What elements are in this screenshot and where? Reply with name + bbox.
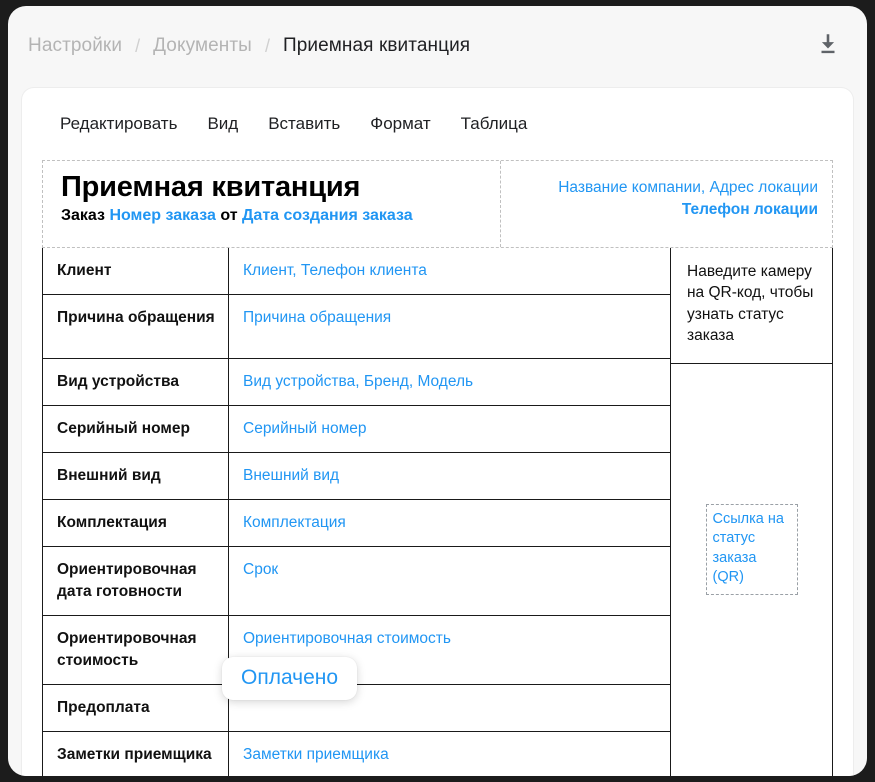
app-frame (8, 6, 867, 776)
row-value-serial-number[interactable]: Серийный номер (243, 420, 367, 437)
breadcrumb-separator: / (135, 35, 141, 56)
menu-item-format[interactable]: Формат (370, 114, 431, 133)
receipt-header-left (43, 161, 501, 247)
breadcrumb-item-documents[interactable]: Документы (153, 35, 252, 56)
row-value-appearance[interactable]: Внешний вид (243, 467, 340, 484)
menu-item-view[interactable]: Вид (207, 114, 239, 133)
row-label-device-type: Вид устройства (43, 359, 229, 405)
receipt-table-main-column (43, 248, 671, 776)
qr-slot (671, 364, 832, 777)
menu-item-table[interactable]: Таблица (460, 114, 528, 133)
row-label-appearance: Внешний вид (43, 453, 229, 499)
table-row (43, 547, 670, 616)
receipt-subtitle-prefix: Заказ (61, 207, 105, 225)
qr-link-placeholder[interactable]: Ссылка на статус заказа (QR) (706, 504, 798, 595)
company-info-placeholder[interactable]: Название компании, Адрес локации (558, 179, 818, 196)
table-row (43, 248, 670, 295)
table-row (43, 732, 670, 776)
receipt-subtitle (61, 207, 500, 225)
location-phone-placeholder[interactable]: Телефон локации (681, 201, 818, 219)
qr-instruction-text: Наведите камеру на QR-код, чтобы узнать статус заказа (671, 248, 832, 364)
table-row (43, 295, 670, 359)
row-value-reason[interactable]: Причина обращения (243, 309, 392, 326)
row-value-ready-date[interactable]: Срок (243, 561, 279, 578)
breadcrumb-separator: / (264, 35, 270, 56)
row-label-receiver-notes: Заметки приемщика (43, 732, 229, 776)
row-value-accessories[interactable]: Комплектация (243, 514, 346, 531)
receipt-table-qr-column (671, 248, 832, 776)
download-icon (815, 31, 841, 62)
row-label-serial-number: Серийный номер (43, 406, 229, 452)
breadcrumb-item-settings[interactable]: Настройки (28, 35, 123, 56)
row-value-device-type[interactable]: Вид устройства, Бренд, Модель (243, 373, 474, 390)
receipt-document (42, 160, 833, 776)
receipt-order-number-placeholder[interactable]: Номер заказа (109, 207, 216, 225)
row-label-client: Клиент (43, 248, 229, 294)
row-label-accessories: Комплектация (43, 500, 229, 546)
breadcrumb (8, 6, 867, 86)
receipt-title: Приемная квитанция (61, 171, 361, 203)
row-value-client[interactable]: Клиент, Телефон клиента (243, 262, 427, 279)
receipt-header (42, 160, 833, 248)
row-value-receiver-notes[interactable]: Заметки приемщика (243, 746, 389, 763)
document-menu-bar (22, 88, 853, 160)
row-value-estimated-cost[interactable]: Ориентировочная стоимость (243, 630, 451, 647)
row-label-reason: Причина обращения (43, 295, 229, 358)
row-label-ready-date: Ориентировочная дата готовности (43, 547, 229, 615)
row-label-estimated-cost: Ориентировочная стоимость (43, 616, 229, 684)
receipt-table (42, 248, 833, 776)
receipt-subtitle-middle: от (220, 207, 238, 225)
document-card (22, 88, 853, 776)
table-row (43, 359, 670, 406)
table-row (43, 453, 670, 500)
menu-item-edit[interactable]: Редактировать (60, 114, 178, 133)
prepayment-status-popup[interactable]: Оплачено (222, 657, 357, 700)
breadcrumb-item-current: Приемная квитанция (282, 35, 471, 56)
menu-item-insert[interactable]: Вставить (268, 114, 341, 133)
row-label-prepayment: Предоплата (43, 685, 229, 731)
receipt-order-date-placeholder[interactable]: Дата создания заказа (242, 207, 413, 225)
receipt-header-right (501, 161, 832, 247)
download-button[interactable] (811, 29, 845, 63)
table-row (43, 406, 670, 453)
table-row (43, 500, 670, 547)
